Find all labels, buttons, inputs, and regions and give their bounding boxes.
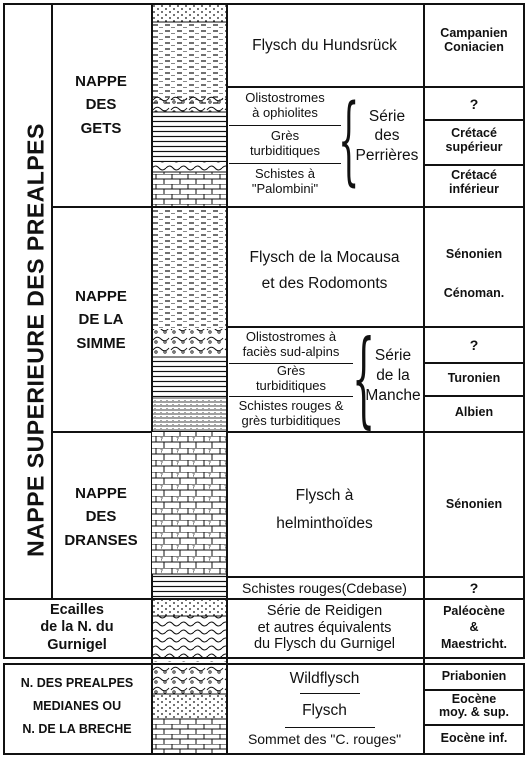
- divider-helminth-schistes: [226, 576, 525, 578]
- serie-perrieres-l2: des: [374, 127, 400, 145]
- formation-palombini-l1: Schistes à: [255, 166, 315, 181]
- divider-mocausa: [226, 326, 525, 328]
- unit-gets-line3: GETS: [80, 119, 122, 137]
- age-senonien-2: Sénonien: [445, 497, 503, 511]
- divider-wildflysch: [300, 693, 360, 694]
- unit-simme-line2: DE LA: [78, 311, 124, 329]
- age-cretsup-l2: supérieur: [445, 140, 503, 155]
- age-campanien: [423, 26, 525, 55]
- formation-schistes-rouges: Schistes rouges(Cdebase): [242, 580, 407, 596]
- age-turonien: Turonien: [447, 371, 501, 385]
- formation-gres1-l1: Grès: [270, 128, 300, 143]
- unit-gurnigel: [3, 602, 151, 654]
- age-paleocene: [423, 603, 525, 652]
- formation-srg-l1: Schistes rouges &: [238, 398, 344, 413]
- divider-age-q2: [423, 362, 525, 364]
- formation-helminth-l1: Flysch à: [295, 487, 354, 504]
- formation-gres1: [228, 129, 342, 159]
- unit-gurnigel-line1: Ecailles: [49, 602, 104, 618]
- formation-flysch: Flysch: [302, 702, 347, 719]
- formation-hundsruck: Flysch du Hundsrück: [252, 37, 397, 54]
- serie-manche: [362, 346, 424, 406]
- age-campanien-l1: Campanien: [440, 26, 508, 40]
- unit-prealpes: [3, 672, 151, 741]
- formation-gres2-l1: Grès: [276, 363, 306, 378]
- age-eocene-moy: [423, 693, 525, 719]
- age-paleocene-l1: Paléocène: [443, 604, 505, 618]
- formation-olist-oph: [228, 91, 342, 121]
- divider-simme-dranses: [51, 431, 525, 433]
- age-paleocene-l2: &: [469, 620, 479, 635]
- brace-manche: {: [352, 317, 376, 439]
- divider-age-priabonien: [423, 689, 525, 691]
- divider-dranses-gurnigel: [3, 598, 525, 600]
- formation-olist-sud: [228, 330, 354, 360]
- serie-perrieres: [352, 107, 422, 165]
- formation-gres2-l2: turbiditiques: [255, 377, 327, 393]
- formation-helminth-l2: helminthoïdes: [276, 514, 373, 532]
- age-q1: ?: [469, 96, 479, 112]
- divider-age-q1: [423, 119, 525, 121]
- divider-hundsruck: [226, 86, 525, 88]
- formation-reidigen-l1: Série de Reidigen: [266, 603, 383, 619]
- formation-olist-oph-l2: à ophiolites: [252, 104, 318, 120]
- age-paleocene-l3: Maestricht.: [441, 636, 507, 651]
- unit-prealpes-line1: N. DES PREALPES: [20, 676, 134, 690]
- formation-olist-sud-l2: faciès sud-alpins: [242, 343, 340, 359]
- age-campanien-l2: Coniacien: [444, 40, 504, 55]
- divider-gets-simme: [51, 206, 525, 208]
- age-priabonien: Priabonien: [441, 669, 507, 683]
- formation-mocausa-l1: Flysch de la Mocausa: [249, 249, 400, 266]
- divider-flysch: [285, 727, 375, 728]
- formation-schistes-palombini: [228, 167, 342, 197]
- serie-manche-l2: de la: [376, 367, 410, 385]
- formation-olist-oph-l1: Olistostromes: [245, 90, 325, 105]
- unit-gets-line2: DES: [85, 96, 117, 114]
- formation-helminthoides: [226, 482, 423, 538]
- unit-gets: [51, 70, 151, 140]
- serie-manche-l3: Manche: [365, 387, 421, 405]
- formation-reidigen-l3: du Flysch du Gurnigel: [253, 636, 396, 653]
- age-q3: ?: [469, 580, 479, 596]
- unit-prealpes-line3: N. DE LA BRECHE: [22, 722, 132, 737]
- age-cretace-sup: [423, 126, 525, 155]
- formation-reidigen: [226, 603, 423, 653]
- age-cretsup-l1: Crétacé: [451, 126, 497, 140]
- age-q2: ?: [469, 337, 479, 353]
- divider-gres1: [229, 163, 341, 164]
- formation-olist-sud-l1: Olistostromes à: [245, 329, 337, 344]
- divider-age-cretsup: [423, 164, 525, 166]
- lithology-column: [152, 4, 226, 755]
- formation-sommet: Sommet des "C. rouges": [247, 731, 402, 747]
- formation-srg-l2: grès turbiditiques: [241, 412, 341, 428]
- unit-prealpes-line2: MEDIANES OU: [32, 699, 122, 714]
- age-eocene-moy-l2: moy. & sup.: [439, 705, 509, 720]
- formation-wildflysch: Wildflysch: [289, 670, 360, 687]
- formation-gres2: [228, 364, 354, 394]
- age-albien: Albien: [454, 405, 494, 419]
- serie-manche-l1: Série: [374, 347, 412, 364]
- formation-mocausa: [226, 245, 423, 296]
- unit-gurnigel-line2: de la N. du: [40, 619, 114, 636]
- side-title: NAPPE SUPERIEURE DES PREALPES: [22, 123, 49, 557]
- age-eocene-moy-l1: Eocène: [451, 692, 497, 706]
- unit-simme-line3: SIMME: [76, 334, 126, 352]
- serie-perrieres-l3: Perrières: [355, 146, 419, 164]
- age-eocene-inf: Eocène inf.: [440, 731, 508, 745]
- unit-gurnigel-line3: Gurnigel: [47, 636, 107, 653]
- formation-schistes-rouges-gres: [226, 399, 356, 429]
- age-cretinf-l2: inférieur: [448, 182, 499, 197]
- divider-olist-oph: [229, 125, 341, 126]
- unit-simme-line1: NAPPE: [75, 288, 127, 305]
- formation-palombini-l2: "Palombini": [251, 180, 319, 196]
- age-cretace-inf: [423, 168, 525, 197]
- unit-dranses-line3: DRANSES: [64, 531, 138, 549]
- unit-dranses-line2: DES: [85, 508, 117, 526]
- divider-age-eocene: [423, 724, 525, 726]
- formation-mocausa-l2: et des Rodomonts: [261, 274, 388, 292]
- divider-gres2: [229, 396, 353, 397]
- unit-gets-line1: NAPPE: [75, 73, 127, 90]
- brace-perrieres: {: [338, 84, 360, 196]
- unit-dranses: [51, 482, 151, 552]
- serie-perrieres-l1: Série: [368, 108, 406, 125]
- formation-reidigen-l2: et autres équivalents: [257, 619, 392, 636]
- unit-simme: [51, 285, 151, 355]
- age-cretinf-l1: Crétacé: [451, 168, 497, 182]
- unit-dranses-line1: NAPPE: [75, 485, 127, 502]
- age-senonien-1: Sénonien: [445, 247, 503, 261]
- divider-age-turonien: [423, 395, 525, 397]
- formation-gres1-l2: turbiditiques: [249, 142, 321, 158]
- age-cenoman: Cénoman.: [443, 286, 505, 300]
